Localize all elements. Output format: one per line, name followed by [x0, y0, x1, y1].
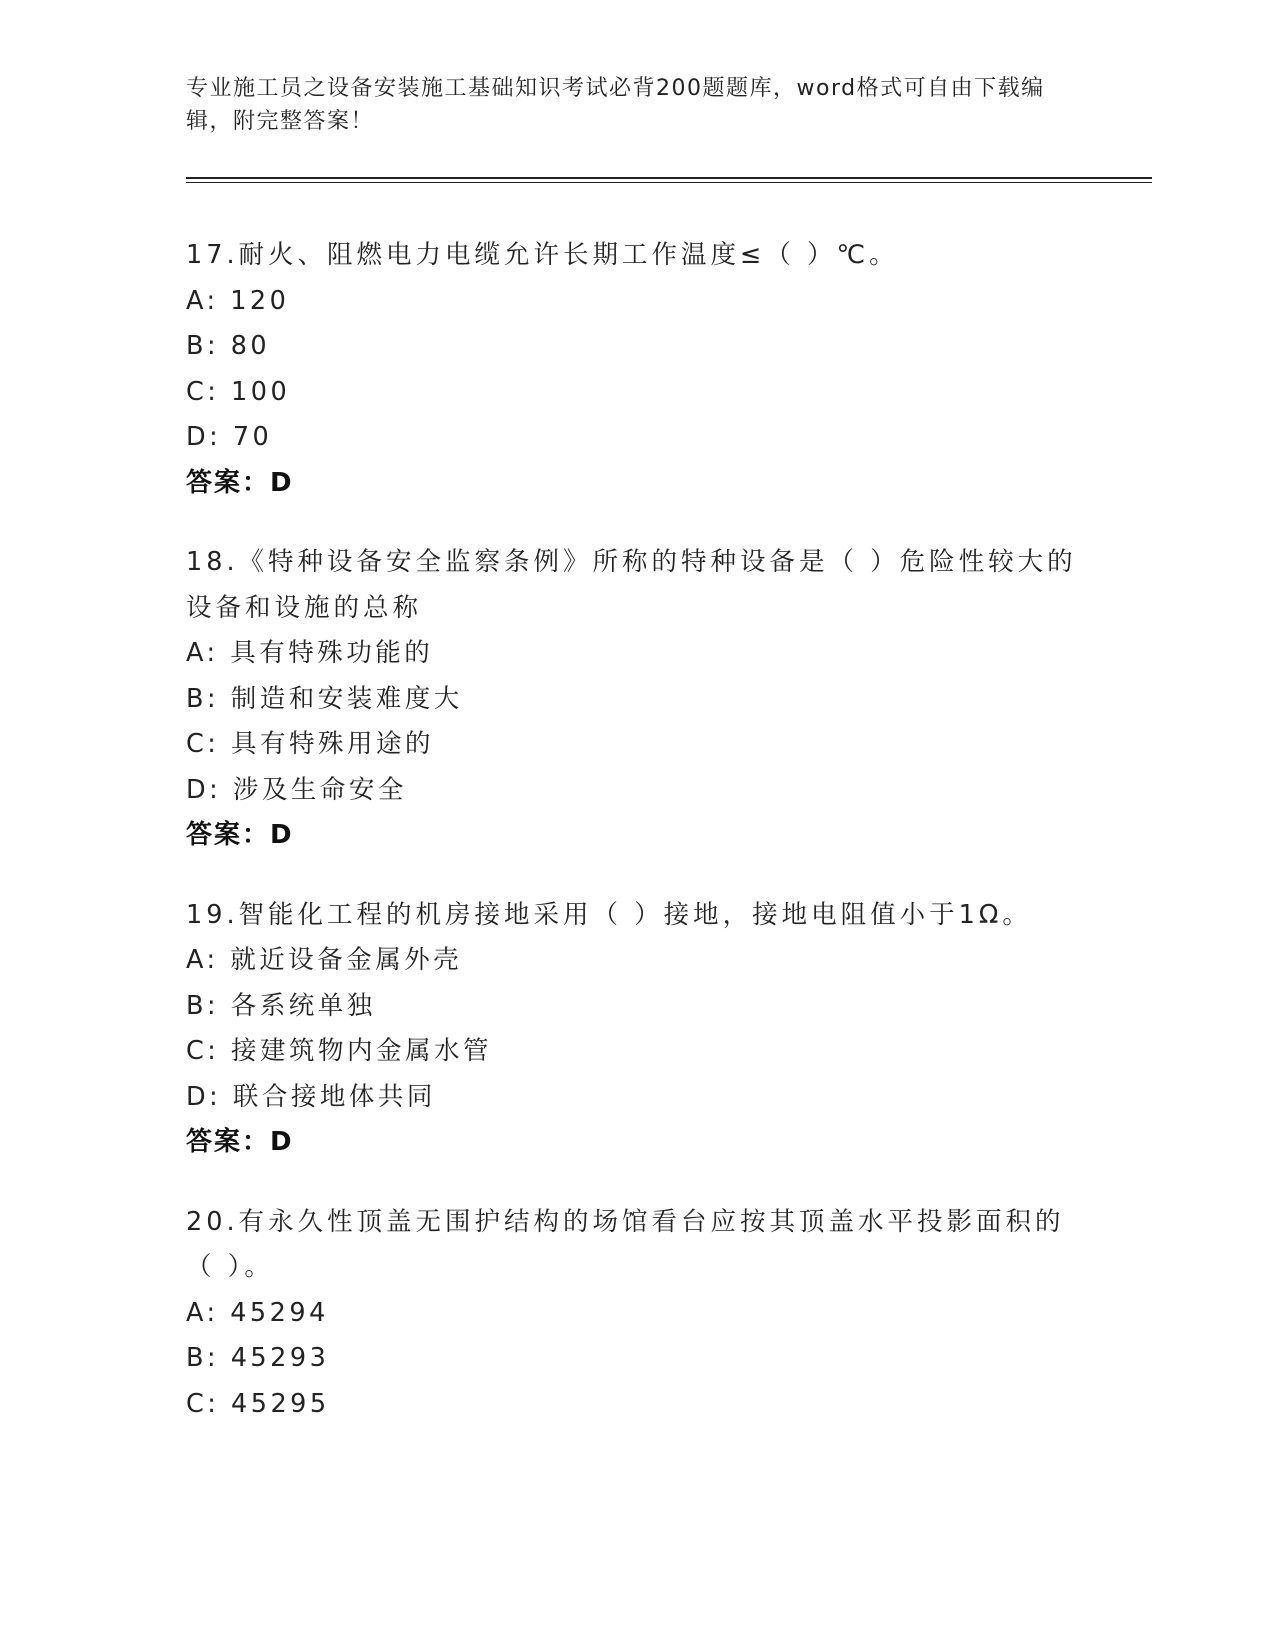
question-text: 17.耐火、阻燃电力电缆允许长期工作温度≤（ ）℃。 [186, 240, 899, 270]
question-text: 18.《特种设备安全监察条例》所称的特种设备是（ ）危险性较大的设备和设施的总称 [186, 547, 1077, 623]
question-text: 19.智能化工程的机房接地采用（ ）接地，接地电阻值小于1Ω。 [186, 899, 1032, 930]
option-c: C: 具有特殊用途的 [186, 729, 435, 759]
question-18 [186, 540, 1086, 859]
option-b: B: 制造和安装难度大 [186, 683, 463, 714]
option-a: A: 具有特殊功能的 [186, 638, 434, 668]
answer: 答案：D [186, 1127, 294, 1157]
option-c: C: 100 [186, 376, 291, 407]
header-divider-thin [186, 182, 1152, 183]
document-header: 专业施工员之设备安装施工基础知识考试必背200题题库，word格式可自由下载编辑，附完整答案！ [186, 76, 1045, 134]
question-17 [186, 233, 1086, 506]
option-a: A: 45294 [186, 1297, 329, 1328]
question-20 [186, 1200, 1086, 1428]
option-c: C: 接建筑物内金属水管 [186, 1036, 493, 1066]
question-19 [186, 893, 1086, 1166]
answer: 答案：D [186, 820, 294, 850]
answer: 答案：D [186, 467, 294, 498]
option-a: A: 120 [186, 285, 290, 316]
option-d: D: 涉及生命安全 [186, 774, 407, 805]
option-b: B: 45293 [186, 1343, 330, 1373]
option-b: B: 各系统单独 [186, 990, 376, 1021]
option-c: C: 45295 [186, 1388, 330, 1419]
option-d: D: 联合接地体共同 [186, 1081, 436, 1112]
option-b: B: 80 [186, 331, 271, 361]
question-list [186, 233, 1086, 1461]
header-divider [186, 177, 1152, 179]
option-d: D: 70 [186, 422, 273, 452]
option-a: A: 就近设备金属外壳 [186, 945, 463, 975]
question-text: 20.有永久性顶盖无围护结构的场馆看台应按其顶盖水平投影面积的（ ）。 [186, 1206, 1065, 1282]
